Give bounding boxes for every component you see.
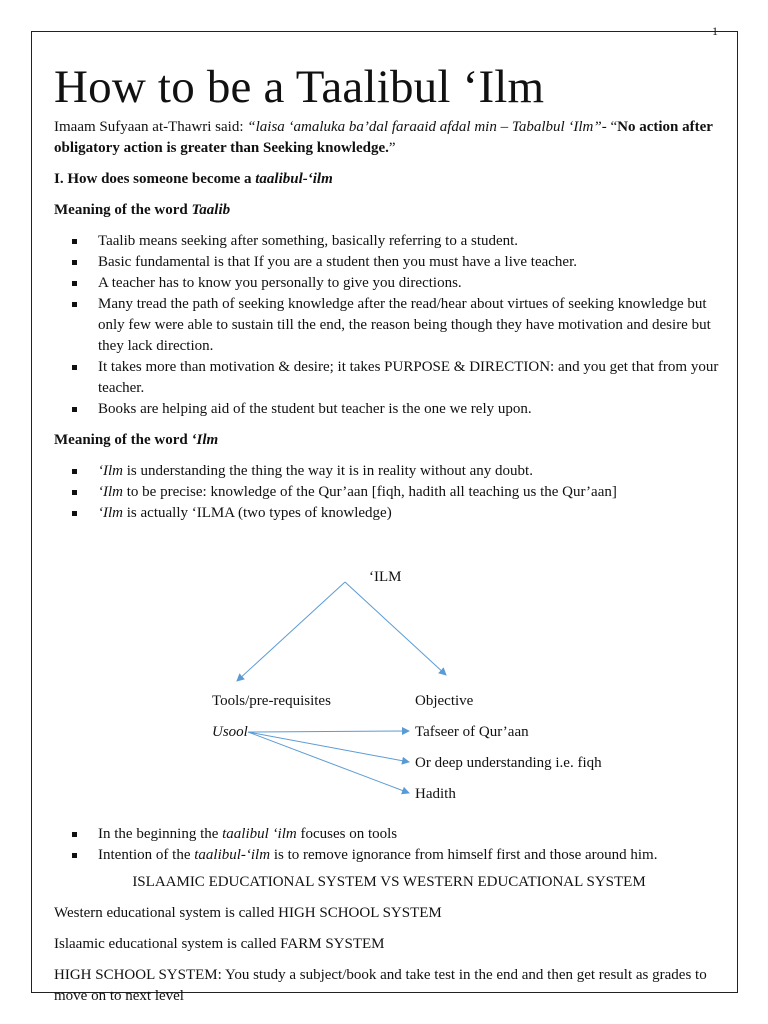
ilm-heading <box>54 430 724 451</box>
quote-paragraph <box>54 117 724 159</box>
list-item: Intention of the taalibul-‘ilm is to remove ignorance from himself first and those around him. <box>98 845 724 866</box>
ilm-term: ‘Ilm <box>98 505 123 521</box>
diagram-objective: Objective <box>415 693 474 709</box>
arrow-to-tools <box>237 582 345 681</box>
list-item: ‘Ilm is understanding the thing the way it is in reality without any doubt. <box>98 461 724 482</box>
diagram-root: ‘ILM <box>369 569 402 585</box>
quote-dash: - “ <box>601 119 618 135</box>
list-item: ‘Ilm is actually ‘ILMA (two types of knowledge) <box>98 503 724 524</box>
high-school-system: HIGH SCHOOL SYSTEM: You study a subject/book and take test in the end and then get result as grades to move on to next level <box>54 967 707 1004</box>
list-item: A teacher has to know you personally to give you directions. <box>98 273 724 294</box>
ilm-diagram <box>54 524 724 824</box>
diagram-target-hadith: Hadith <box>415 786 456 802</box>
islaamic-system: Islaamic educational system is called FARM SYSTEM <box>54 936 385 952</box>
list-item: Taalib means seeking after something, basically referring to a student. <box>98 231 724 252</box>
ilm-term: ‘Ilm <box>98 484 123 500</box>
list-item: Many tread the path of seeking knowledge after the read/hear about virtues of seeking knowledge but only few were able to sustain till the end, the reason being though they have motivation and desire but they lack direction. <box>98 294 724 357</box>
page-title: How to be a Taalibul ‘Ilm <box>54 61 545 113</box>
section-heading-1 <box>54 169 724 190</box>
list-item: Books are helping aid of the student but teacher is the one we rely upon. <box>98 399 724 420</box>
tools-list <box>54 824 724 866</box>
diagram-usool: Usool <box>212 724 248 740</box>
arrow-to-hadith <box>248 732 409 793</box>
arrow-to-tafseer <box>248 731 409 732</box>
quote-close: ” <box>388 140 396 156</box>
diagram-target-fiqh: Or deep understanding i.e. fiqh <box>415 755 602 771</box>
list-item: In the beginning the taalibul ‘ilm focuses on tools <box>98 824 724 845</box>
list-item: Basic fundamental is that If you are a student then you must have a live teacher. <box>98 252 724 273</box>
list-item: ‘Ilm to be precise: knowledge of the Qur’aan [fiqh, hadith all teaching us the Qur’aan] <box>98 482 724 503</box>
ilm-heading-term: ‘Ilm <box>191 432 219 448</box>
section-heading-1-term: taalibul-‘ilm <box>255 171 333 187</box>
quote-arabic: “laisa ‘amaluka ba’dal faraaid afdal min – Tabalbul ‘Ilm” <box>247 119 602 135</box>
system-heading: ISLAAMIC EDUCATIONAL SYSTEM VS WESTERN EDUCATIONAL SYSTEM <box>132 874 646 890</box>
quote-english: No action after obligatory action is greater than Seeking knowledge. <box>54 119 713 156</box>
taalib-heading-term: Taalib <box>191 202 231 218</box>
arrow-to-objective <box>345 582 446 675</box>
list-item: It takes more than motivation & desire; it takes PURPOSE & DIRECTION: and you get that from your teacher. <box>98 357 724 399</box>
quote-lead: Imaam Sufyaan at-Thawri said: <box>54 119 248 135</box>
western-system: Western educational system is called HIGH SCHOOL SYSTEM <box>54 905 442 921</box>
taalib-heading-prefix: Meaning of the word <box>54 202 192 218</box>
ilm-list <box>54 461 724 524</box>
page-number: 1 <box>712 24 718 38</box>
taalib-list <box>54 231 724 420</box>
arrow-to-fiqh <box>248 732 409 762</box>
ilm-term: ‘Ilm <box>98 463 123 479</box>
document-body <box>54 60 724 1007</box>
ilm-heading-prefix: Meaning of the word <box>54 432 192 448</box>
taalib-heading <box>54 200 724 221</box>
diagram-target-tafseer: Tafseer of Qur’aan <box>415 724 529 740</box>
diagram-tools: Tools/pre-requisites <box>212 693 331 709</box>
section-heading-1-prefix: I. How does someone become a <box>54 171 256 187</box>
